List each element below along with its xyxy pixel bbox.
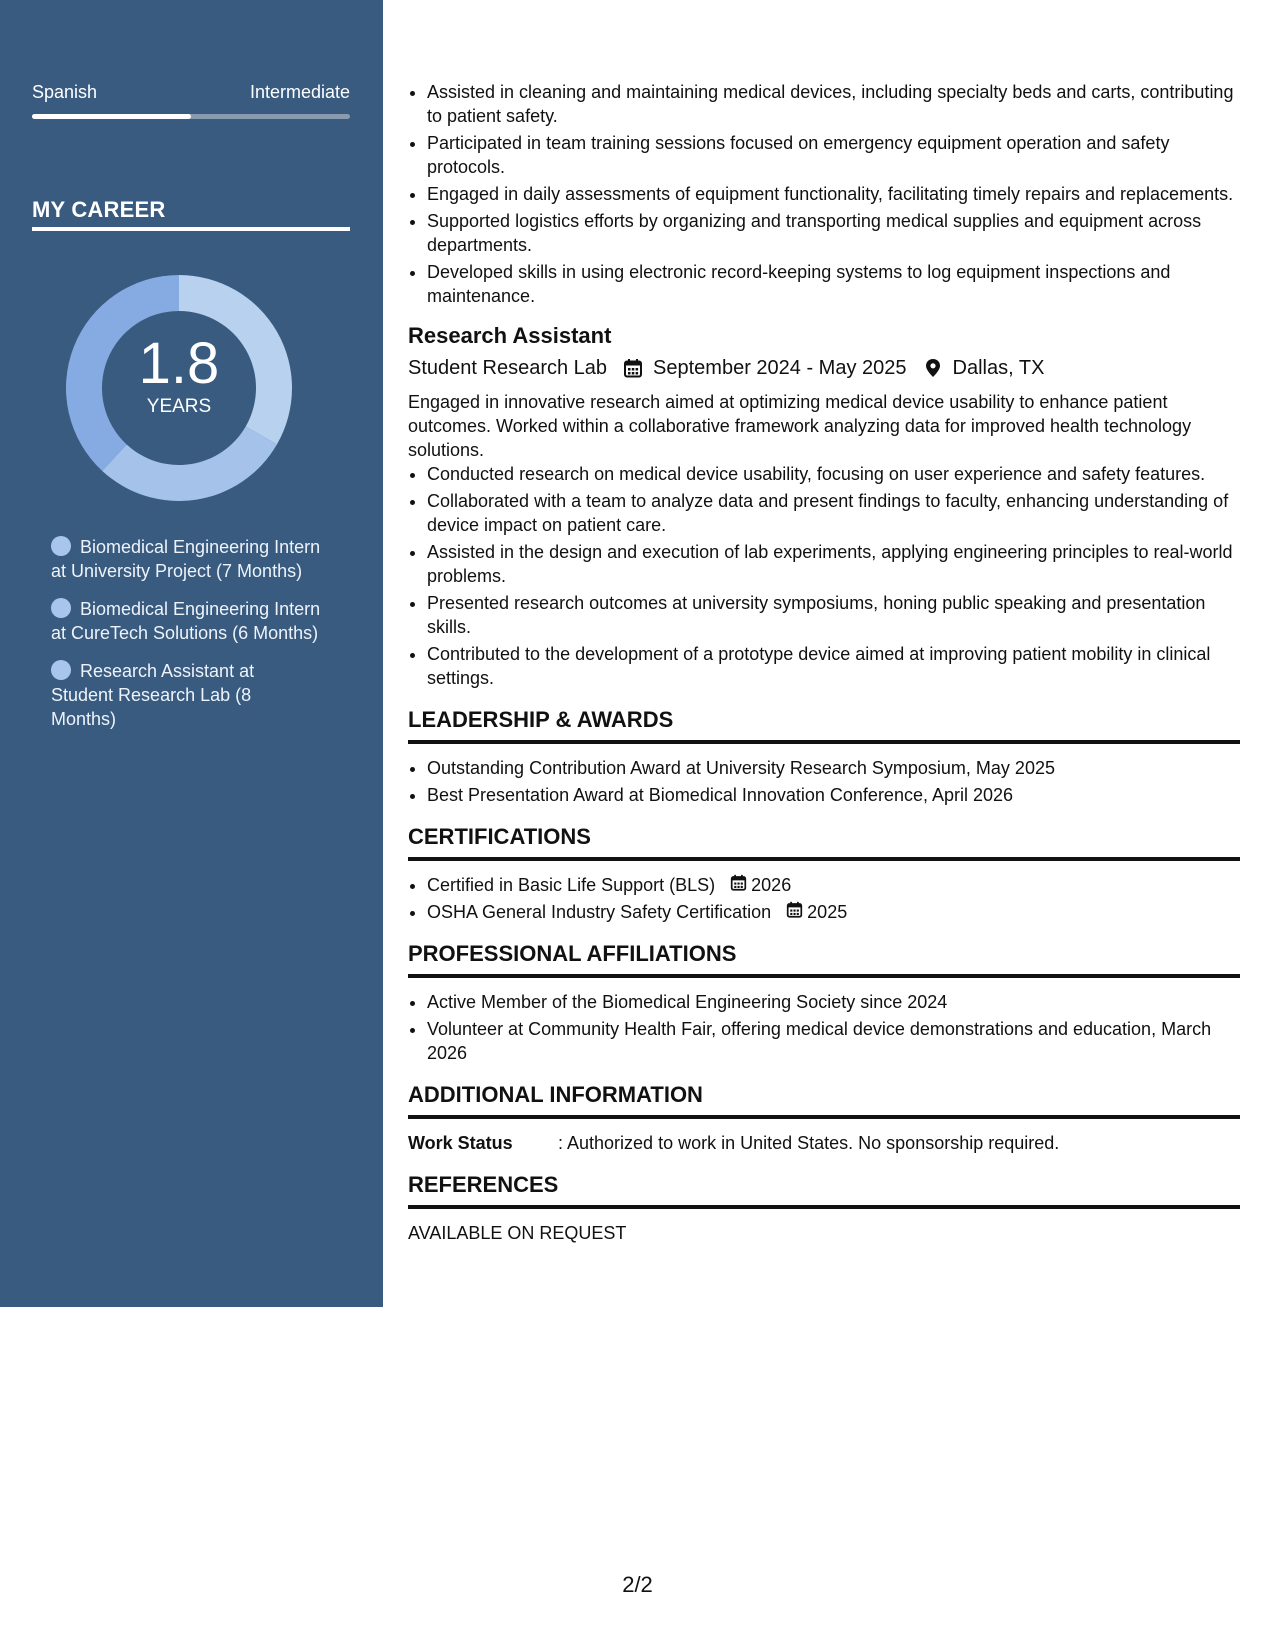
bullet-dot-icon: [51, 660, 71, 680]
career-item-text: Biomedical Engineering Intern at CureTech Solutions (6 Months): [51, 599, 321, 643]
certification-date: [730, 873, 791, 897]
list-item: • Assisted in the design and execution of lab experiments, applying engineering principles to real-world problems.: [427, 540, 1240, 588]
work-status-value: : Authorized to work in United States. No sponsorship required.: [558, 1133, 1060, 1153]
main-content: [408, 80, 1240, 1245]
list-item: • Conducted research on medical device usability, focusing on user experience and safety features.: [427, 462, 1240, 486]
section-title-affiliations: PROFESSIONAL AFFILIATIONS: [408, 940, 1240, 978]
leadership-list: [408, 756, 1240, 807]
certification-date: [786, 900, 847, 924]
list-item: • Collaborated with a team to analyze data and present findings to faculty, enhancing understanding of device impact on patient care.: [427, 489, 1240, 537]
list-item: • Developed skills in using electronic record-keeping systems to log equipment inspections and maintenance.: [427, 260, 1240, 308]
section-title-additional-info: ADDITIONAL INFORMATION: [408, 1081, 1240, 1119]
career-item: [51, 659, 321, 731]
calendar-icon: [730, 873, 747, 897]
list-item: • Engaged in daily assessments of equipment functionality, facilitating timely repairs and replacements.: [427, 182, 1240, 206]
list-item: [427, 873, 1240, 897]
language-proficiency-bar: [32, 114, 350, 119]
list-item: • Assisted in cleaning and maintaining medical devices, including specialty beds and carts, contributing to patient safety.: [427, 80, 1240, 128]
career-list: [51, 535, 321, 745]
job-title: Research Assistant: [408, 323, 612, 348]
references-text: AVAILABLE ON REQUEST: [408, 1223, 627, 1243]
page-number: 2/2: [622, 1572, 653, 1597]
job-meta: [408, 354, 1240, 382]
certification-year: 2026: [751, 875, 792, 895]
list-item: • Contributed to the development of a prototype device aimed at improving patient mobility in clinical settings.: [427, 642, 1240, 690]
list-item: [427, 900, 1240, 924]
sidebar: [0, 0, 383, 1307]
language-proficiency-fill: [32, 114, 191, 119]
certification-name: Certified in Basic Life Support (BLS): [427, 875, 716, 895]
list-item: • Best Presentation Award at Biomedical Innovation Conference, April 2026: [427, 783, 1240, 807]
list-item: • Active Member of the Biomedical Engineering Society since 2024: [427, 990, 1240, 1014]
career-item: [51, 535, 321, 583]
career-item-text: Biomedical Engineering Intern at University Project (7 Months): [51, 537, 321, 581]
job-company: Student Research Lab: [408, 357, 608, 379]
language-row: [32, 82, 350, 103]
work-status-row: [408, 1131, 1240, 1155]
calendar-icon: [786, 900, 803, 924]
job-description: Engaged in innovative research aimed at optimizing medical device usability to enhance patient outcomes. Worked within a collaborative framework analyzing data for improved health technology solutions.: [408, 392, 1192, 460]
section-title-references: REFERENCES: [408, 1171, 1240, 1209]
language-level: Intermediate: [249, 82, 350, 102]
job-dates: September 2024 - May 2025: [653, 357, 907, 379]
calendar-icon: [623, 358, 643, 378]
location-pin-icon: [923, 358, 943, 378]
affiliations-list: [408, 990, 1240, 1065]
section-title-certifications: CERTIFICATIONS: [408, 823, 1240, 861]
career-section-title: MY CAREER: [32, 197, 350, 231]
donut-segment: [102, 427, 277, 502]
list-item: • Supported logistics efforts by organizing and transporting medical supplies and equipment across departments.: [427, 209, 1240, 257]
bullet-dot-icon: [51, 536, 71, 556]
language-name: Spanish: [32, 82, 98, 102]
certifications-list: [408, 873, 1240, 924]
job-location: Dallas, TX: [952, 357, 1045, 379]
job-bullets: [408, 462, 1240, 690]
list-item: • Presented research outcomes at university symposiums, honing public speaking and presentation skills.: [427, 591, 1240, 639]
section-title-leadership: LEADERSHIP & AWARDS: [408, 706, 1240, 744]
bullet-dot-icon: [51, 598, 71, 618]
list-item: • Participated in team training sessions focused on emergency equipment operation and safety protocols.: [427, 131, 1240, 179]
career-years-unit: YEARS: [146, 396, 212, 417]
previous-job-bullets: [408, 80, 1240, 308]
career-item: [51, 597, 321, 645]
work-status-label: Work Status: [408, 1133, 513, 1153]
certification-year: 2025: [807, 902, 848, 922]
career-donut-chart: [66, 275, 292, 501]
career-total-years: 1.8: [138, 331, 220, 396]
certification-name: OSHA General Industry Safety Certification: [427, 902, 772, 922]
list-item: • Volunteer at Community Health Fair, offering medical device demonstrations and education, March 2026: [427, 1017, 1240, 1065]
career-item-text: Research Assistant at Student Research Lab (8 Months): [51, 661, 255, 729]
list-item: • Outstanding Contribution Award at University Research Symposium, May 2025: [427, 756, 1240, 780]
